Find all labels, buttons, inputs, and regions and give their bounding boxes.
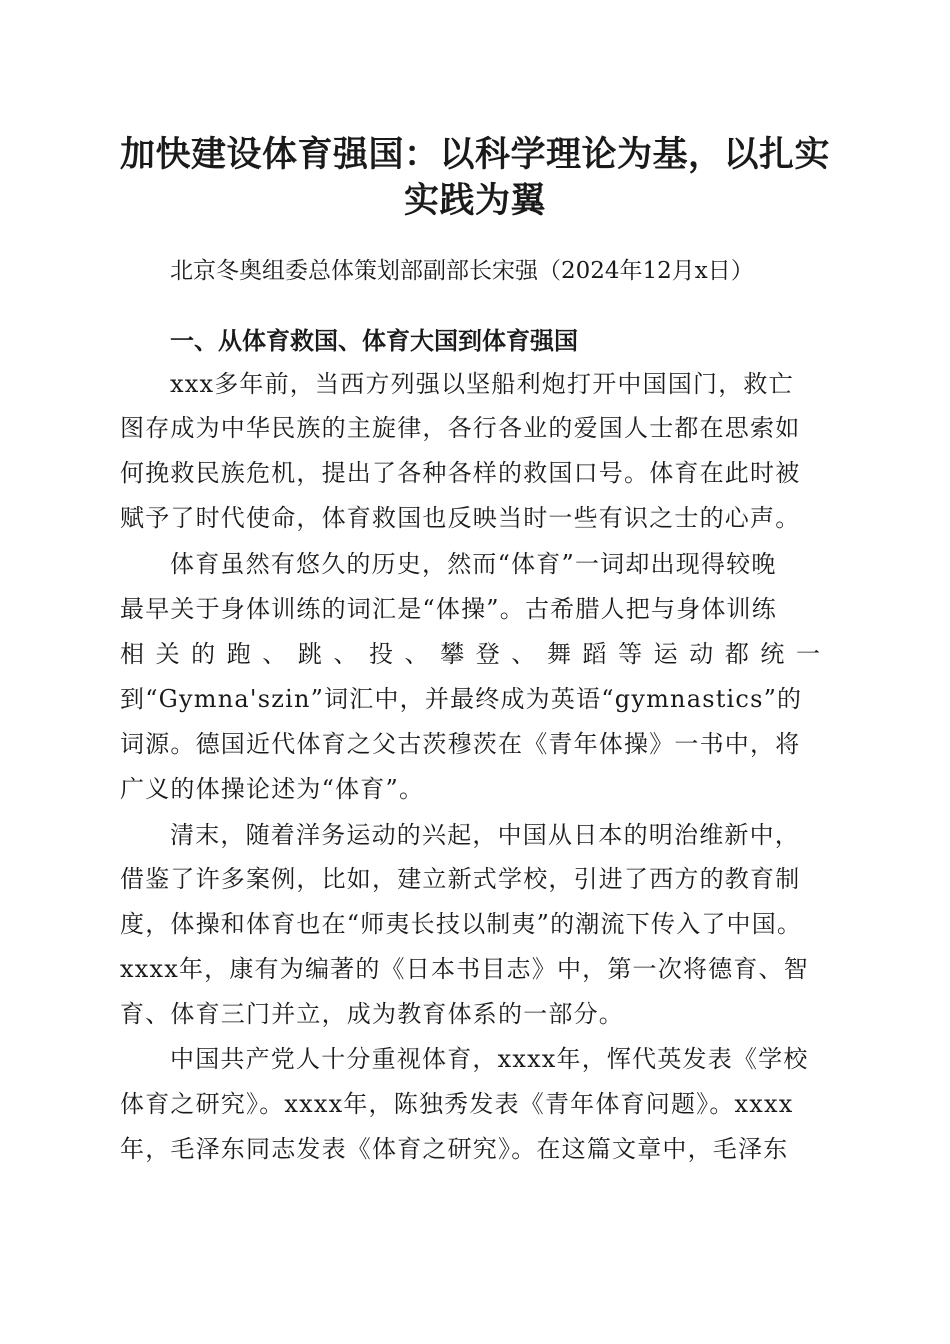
char: 蹈	[582, 640, 607, 668]
char: 舞	[546, 640, 571, 668]
paragraph-3-line-4: xxxx年，康有为编著的《日本书目志》中，第一次将德育、智	[120, 955, 809, 983]
char: 投	[369, 640, 394, 668]
paragraph-3-line-1: 清末，随着洋务运动的兴起，中国从日本的明治维新中，	[170, 821, 800, 849]
paragraph-1-line-1: xxx多年前，当西方列强以坚船利炮打开中国国门，救亡	[170, 370, 794, 398]
char: 跑	[226, 640, 251, 668]
char: 登	[475, 640, 500, 668]
paragraph-3-line-2: 借鉴了许多案例，比如，建立新式学校，引进了西方的教育制	[120, 865, 801, 893]
paragraph-1-line-3: 何挽救民族危机，提出了各种各样的救国口号。体育在此时被	[120, 459, 801, 487]
byline: 北京冬奥组委总体策划部副部长宋强（2024年12月x日）	[170, 258, 754, 284]
title-line-2: 实践为翼	[403, 180, 546, 221]
paragraph-2-line-1: 体育虽然有悠久的历史，然而“体育”一词却出现得较晚	[170, 550, 777, 578]
char: 、	[262, 640, 287, 668]
char: 攀	[440, 640, 465, 668]
char: 一	[795, 640, 820, 668]
section-heading: 一、从体育救国、体育大国到体育强国	[170, 327, 578, 355]
paragraph-2-line-2: 最早关于身体训练的词汇是“体操”。古希腊人把与身体训练	[120, 595, 777, 623]
char: 动	[689, 640, 714, 668]
char: 的	[191, 640, 216, 668]
char: 统	[760, 640, 785, 668]
char: 跳	[297, 640, 322, 668]
char: 相	[120, 640, 144, 668]
paragraph-4-line-1: 中国共产党人十分重视体育，xxxx年，恽代英发表《学校	[170, 1045, 809, 1073]
paragraph-2-line-6: 广义的体操论述为“体育”。	[120, 775, 425, 803]
char: 关	[155, 640, 180, 668]
char: 、	[511, 640, 536, 668]
char: 、	[333, 640, 358, 668]
paragraph-4-line-3: 年，毛泽东同志发表《体育之研究》。在这篇文章中，毛泽东	[120, 1135, 789, 1163]
title-line-1: 加快建设体育强国：以科学理论为基，以扎实	[119, 134, 830, 175]
paragraph-4-line-2: 体育之研究》。xxxx年，陈独秀发表《青年体育问题》。xxxx	[120, 1090, 794, 1118]
char: 等	[618, 640, 643, 668]
paragraph-2-line-5: 词源。德国近代体育之父古茨穆茨在《青年体操》一书中，将	[120, 730, 801, 758]
paragraph-2-line-3	[120, 636, 820, 672]
paragraph-1-line-4: 赋予了时代使命，体育救国也反映当时一些有识之士的心声。	[120, 504, 801, 532]
char: 都	[724, 640, 749, 668]
paragraph-1-line-2: 图存成为中华民族的主旋律，各行各业的爱国人士都在思索如	[120, 414, 801, 442]
paragraph-3-line-5: 育、体育三门并立，成为教育体系的一部分。	[120, 1000, 624, 1028]
document-title	[110, 132, 840, 224]
paragraph-3-line-3: 度，体操和体育也在“师夷长技以制夷”的潮流下传入了中国。	[120, 910, 803, 938]
char: 、	[404, 640, 429, 668]
paragraph-2-line-4: 到“Gymna'szin”词汇中，并最终成为英语“gymnastics”的	[120, 685, 803, 713]
char: 运	[653, 640, 678, 668]
